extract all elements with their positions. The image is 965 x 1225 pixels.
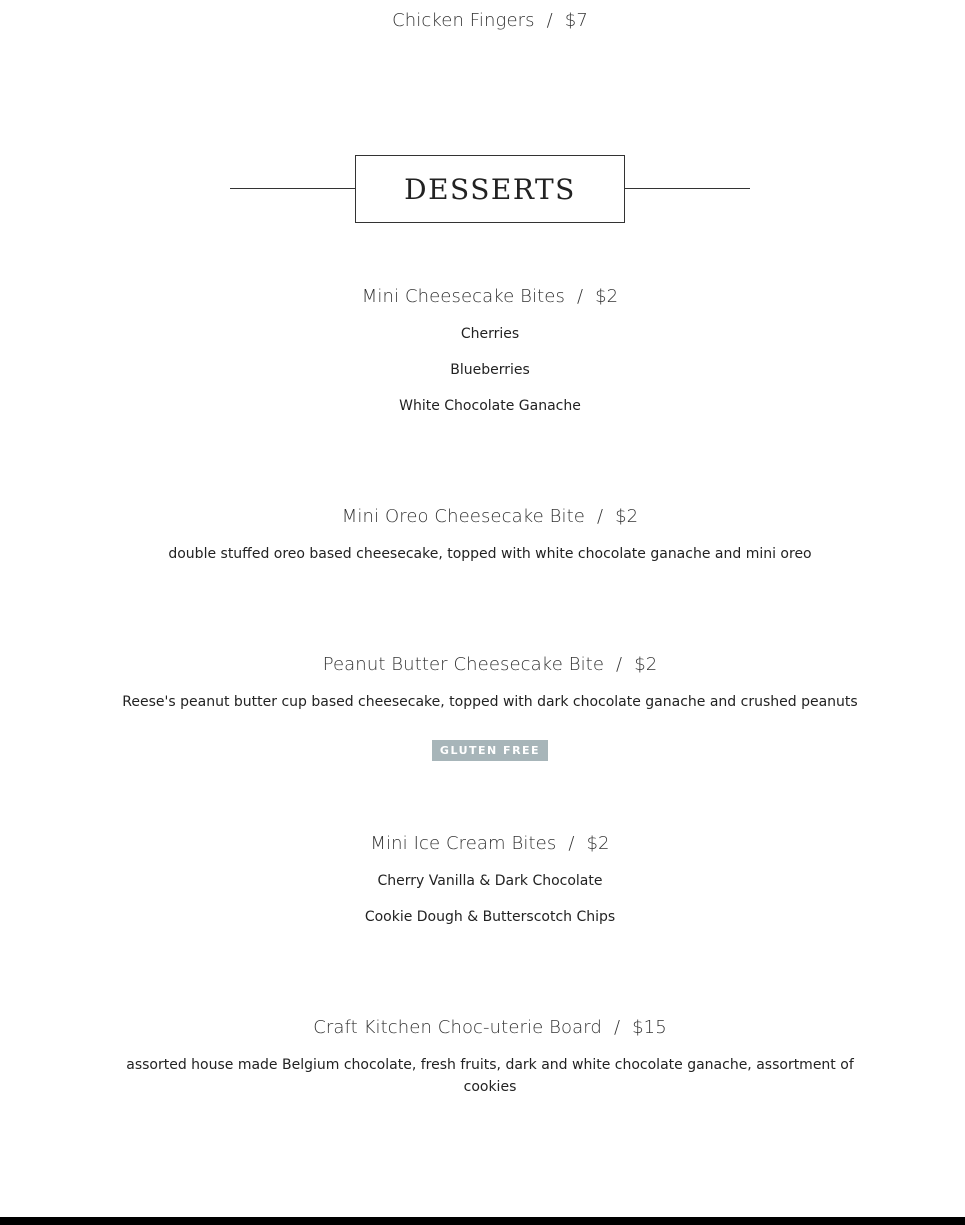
item-option: Cherries: [460, 326, 520, 342]
item-option: White Chocolate Ganache: [399, 398, 581, 414]
price-separator: /: [596, 506, 604, 527]
menu-item-title: [0, 506, 965, 527]
menu-item-title: [0, 1017, 965, 1038]
item-name: Mini Cheesecake Bites: [361, 286, 565, 307]
item-description-line: assorted house made Belgium chocolate, fresh fruits, dark and white chocolate ganache, assortment of: [126, 1057, 854, 1073]
item-name: Chicken Fingers: [392, 10, 535, 31]
menu-item-title: [0, 286, 965, 307]
item-price: $2: [595, 286, 619, 307]
menu-item-title: [0, 833, 965, 854]
item-description: double stuffed oreo based cheesecake, topped with white chocolate ganache and mini oreo: [168, 546, 812, 562]
item-price: $2: [634, 654, 658, 675]
gluten-free-badge: GLUTEN FREE: [432, 740, 548, 761]
price-separator: /: [616, 654, 623, 675]
item-price: $7: [564, 10, 588, 31]
item-description: Reese's peanut butter cup based cheesecake, topped with dark chocolate ganache and crushed peanuts: [122, 694, 858, 710]
section-rule-left: [230, 188, 355, 189]
price-separator: /: [568, 833, 575, 854]
item-name: Mini Ice Cream Bites: [370, 833, 557, 854]
item-name: Peanut Butter Cheesecake Bite: [322, 654, 605, 675]
section-header-box: [355, 155, 625, 223]
item-price: $2: [586, 833, 610, 854]
item-option: Blueberries: [450, 362, 530, 378]
price-separator: /: [546, 10, 553, 31]
item-price: $15: [632, 1017, 667, 1038]
item-name: Mini Oreo Cheesecake Bite: [341, 506, 585, 527]
price-separator: /: [576, 286, 584, 307]
item-option: Cookie Dough & Butterscotch Chips: [364, 909, 616, 925]
price-separator: /: [613, 1017, 621, 1038]
item-price: $2: [615, 506, 639, 527]
item-name: Craft Kitchen Choc-uterie Board: [313, 1017, 602, 1038]
footer-bar: [0, 1217, 965, 1225]
menu-item-title: [0, 10, 965, 31]
menu-item-title: [0, 654, 965, 675]
section-rule-right: [625, 188, 750, 189]
item-description-line: cookies: [463, 1079, 517, 1095]
section-title: DESSERTS: [404, 172, 576, 206]
item-option: Cherry Vanilla & Dark Chocolate: [377, 873, 603, 889]
